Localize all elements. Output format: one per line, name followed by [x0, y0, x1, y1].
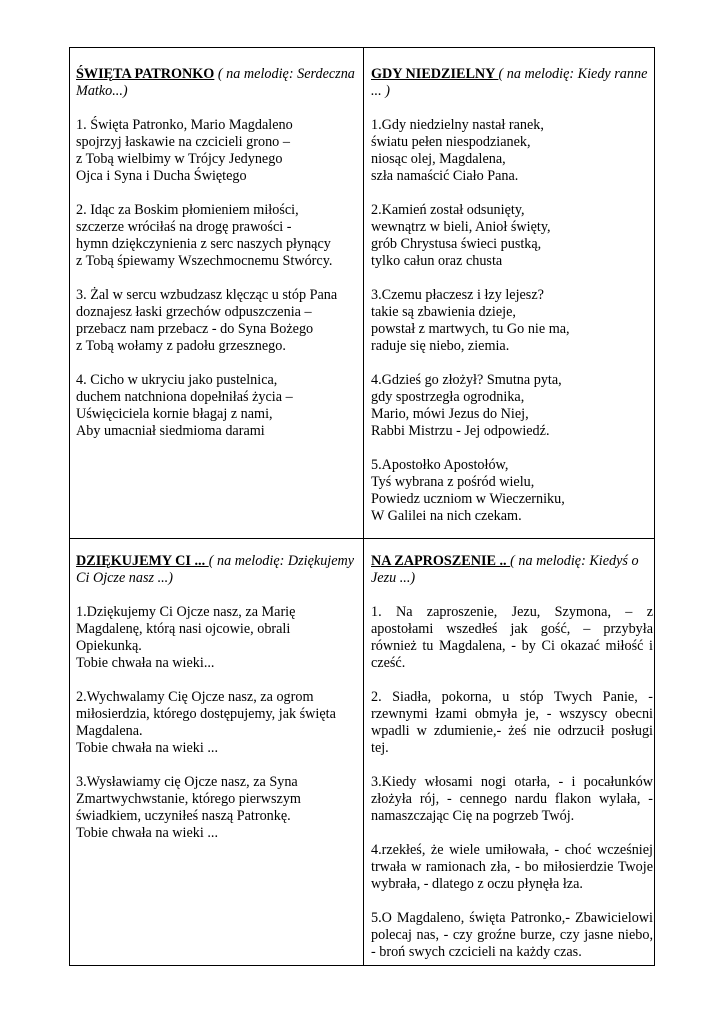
song-heading — [371, 66, 651, 100]
stanza-line: Magdalena. — [76, 723, 143, 739]
stanza — [371, 202, 651, 270]
stanza-line: z Tobą wielbimy w Trójcy Jedynego — [76, 151, 283, 167]
stanza-line: przebacz nam przebacz - do Syna Bożego — [76, 321, 314, 337]
stanza-line: 4. Cicho w ukryciu jako pustelnica, — [76, 372, 278, 388]
stanza-line: Tobie chwała na wieki... — [76, 655, 215, 671]
song-title: GDY NIEDZIELNY — [371, 66, 499, 82]
stanza-line: miłosierdzia, którego dostępujemy, jak święta — [76, 706, 336, 722]
stanza — [76, 287, 356, 355]
stanza-line: Mario, mówi Jezus do Niej, — [371, 406, 529, 422]
song-melody: ( na melodię: Serdeczna Matko...) — [76, 66, 355, 99]
stanza-line: niosąc olej, Magdalena, — [371, 151, 506, 167]
stanza-list — [76, 117, 356, 440]
stanza-line: raduje się niebo, ziemia. — [371, 338, 510, 354]
stanza-line: Zmartwychwstanie, którego pierwszym — [76, 791, 301, 807]
stanza-line: 1. Święta Patronko, Mario Magdaleno — [76, 117, 293, 133]
stanza-line: 3.Czemu płaczesz i łzy lejesz? — [371, 287, 544, 303]
stanza-line: takie są zbawienia dzieje, — [371, 304, 516, 320]
song-title: ŚWIĘTA PATRONKO — [76, 66, 215, 82]
stanza-line: światu pełen niespodzianek, — [371, 134, 531, 150]
stanza — [76, 372, 356, 440]
stanza-line: 4.rzekłeś, że wiele umiłowała, - choć wcześniej trwała w ramionach zła, - bo miłosierdzie Twoje wybrała, - dlatego z oczu płynęła łza. — [371, 842, 653, 892]
stanza-list — [371, 117, 651, 525]
stanza-line: świadkiem, uczyniłeś naszą Patronkę. — [76, 808, 291, 824]
stanza — [371, 372, 651, 440]
stanza-line: Ojca i Syna i Ducha Świętego — [76, 168, 247, 184]
stanza-line: Tyś wybrana z pośród wielu, — [371, 474, 535, 490]
stanza-line: Tobie chwała na wieki ... — [76, 825, 219, 841]
stanza-line: Aby umacniał siedmioma darami — [76, 423, 265, 439]
song-title: DZIĘKUJEMY CI ... — [76, 553, 209, 569]
stanza-line: 5.O Magdaleno, święta Patronko,- Zbawicielowi polecaj nas, - czy groźne burze, czy jasne niebo, - broń swych czcicieli na każdy czas. — [371, 910, 653, 960]
stanza-line: Tobie chwała na wieki ... — [76, 740, 219, 756]
song-heading — [76, 66, 356, 100]
stanza-line: Magdalenę, którą nasi ojcowie, obrali — [76, 621, 291, 637]
stanza-line: Rabbi Mistrzu - Jej odpowiedź. — [371, 423, 550, 439]
stanza — [371, 457, 651, 525]
stanza-line: 1.Gdy niedzielny nastał ranek, — [371, 117, 544, 133]
stanza-line: W Galilei na nich czekam. — [371, 508, 522, 524]
stanza-line: z Tobą wołamy z padołu grzesznego. — [76, 338, 286, 354]
stanza — [76, 202, 356, 270]
stanza-line: 2. Siadła, pokorna, u stóp Twych Panie, - rzewnymi łzami obmyła je, - wszyscy obecni wpadli w zdumienie,- żeś nie odrzucił posługi tej. — [371, 689, 653, 756]
stanza-line: grób Chrystusa świeci pustką, — [371, 236, 542, 252]
stanza-line: tylko całun oraz chusta — [371, 253, 503, 269]
stanza-line: szła namaścić Ciało Pana. — [371, 168, 519, 184]
stanza-line: z Tobą śpiewamy Wszechmocnemu Stwórcy. — [76, 253, 333, 269]
column-divider — [363, 48, 364, 965]
stanza-line: 5.Apostołko Apostołów, — [371, 457, 509, 473]
stanza-list — [371, 604, 653, 961]
song-heading — [76, 553, 356, 587]
song-cell-3 — [76, 553, 356, 859]
stanza-line: 1.Dziękujemy Ci Ojcze nasz, za Marię — [76, 604, 296, 620]
stanza-line: duchem natchniona dopełniłaś życia – — [76, 389, 293, 405]
stanza-line: powstał z martwych, tu Go nie ma, — [371, 321, 570, 337]
stanza-line: 2. Idąc za Boskim płomieniem miłości, — [76, 202, 299, 218]
stanza-line: 1. Na zaproszenie, Jezu, Szymona, – z apostołami wszedłeś jak gość, – przybyła również tu Magdalena, - by Ci okazać miłość i cześć. — [371, 604, 653, 671]
stanza — [371, 117, 651, 185]
stanza-line: 4.Gdzieś go złożył? Smutna pyta, — [371, 372, 562, 388]
stanza — [371, 910, 653, 961]
stanza-line: 3.Wysławiamy cię Ojcze nasz, za Syna — [76, 774, 298, 790]
stanza — [371, 689, 653, 757]
stanza-line: Uświęciciela kornie błagaj z nami, — [76, 406, 273, 422]
stanza — [371, 604, 653, 672]
stanza-line: 3.Kiedy włosami nogi otarła, - i pocałunków złożyła rój, - cennego nardu flakon wylała, - namaszczając Cię na pogrzeb Twój. — [371, 774, 653, 824]
stanza — [76, 604, 356, 672]
stanza-line: doznajesz łaski grzechów odpuszczenia – — [76, 304, 312, 320]
song-heading — [371, 553, 653, 587]
stanza-line: spojrzyj łaskawie na czcicieli grono – — [76, 134, 290, 150]
stanza-line: wewnątrz w bieli, Anioł święty, — [371, 219, 551, 235]
stanza — [76, 689, 356, 757]
stanza — [371, 842, 653, 893]
stanza — [371, 287, 651, 355]
stanza-list — [76, 604, 356, 842]
song-cell-4 — [371, 553, 653, 978]
stanza — [76, 774, 356, 842]
stanza-line: hymn dziękczynienia z serc naszych płynący — [76, 236, 331, 252]
stanza-line: szczerze wróciłaś na drogę prawości - — [76, 219, 292, 235]
stanza-line: Opiekunką. — [76, 638, 142, 654]
song-cell-2 — [371, 66, 651, 542]
stanza-line: 2.Wychwalamy Cię Ojcze nasz, za ogrom — [76, 689, 314, 705]
stanza-line: gdy spostrzegła ogrodnika, — [371, 389, 525, 405]
stanza-line: 2.Kamień został odsunięty, — [371, 202, 525, 218]
stanza-line: Powiedz uczniom w Wieczerniku, — [371, 491, 565, 507]
stanza — [371, 774, 653, 825]
song-title: NA ZAPROSZENIE .. — [371, 553, 511, 569]
songs-table — [69, 47, 655, 966]
song-melody: ( na melodię: Kiedyś o Jezu ...) — [371, 553, 639, 586]
song-melody: ( na melodię: Kiedy ranne ... ) — [371, 66, 648, 99]
stanza-line: 3. Żal w sercu wzbudzasz klęcząc u stóp Pana — [76, 287, 338, 303]
song-melody: ( na melodię: Dziękujemy Ci Ojcze nasz ...) — [76, 553, 355, 586]
song-cell-1 — [76, 66, 356, 457]
stanza — [76, 117, 356, 185]
